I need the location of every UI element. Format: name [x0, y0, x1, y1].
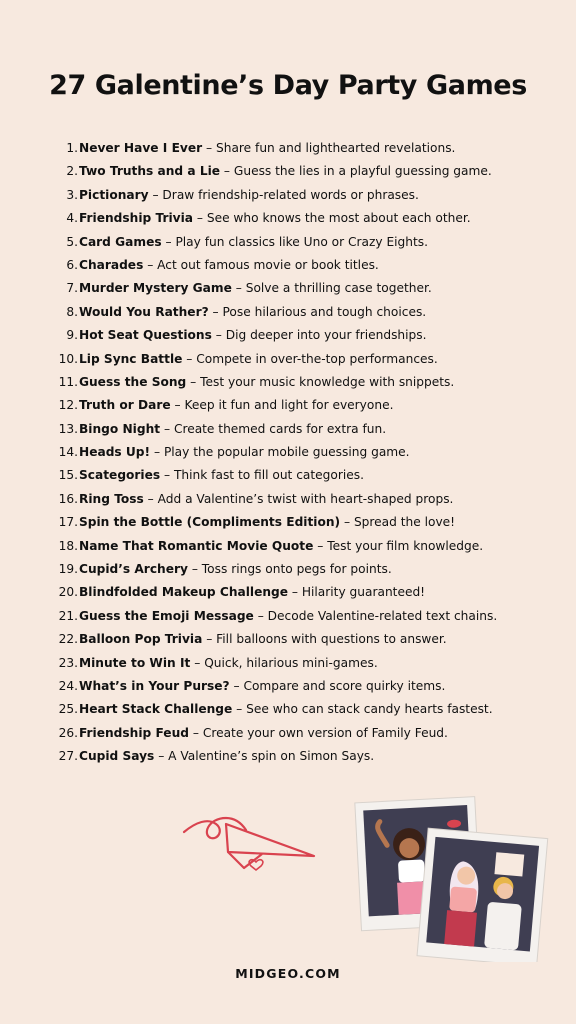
list-item	[40, 605, 560, 628]
separator: –	[340, 515, 354, 530]
list-item	[40, 418, 560, 441]
list-item	[40, 698, 560, 721]
item-number: 21.	[58, 608, 78, 623]
photos-icon	[352, 792, 552, 962]
separator: –	[143, 491, 158, 506]
game-name: Pictionary	[79, 187, 149, 202]
separator: –	[160, 421, 174, 436]
separator: –	[192, 211, 207, 226]
game-name: Spin the Bottle (Compliments Edition)	[79, 515, 341, 530]
list-item	[40, 464, 560, 487]
item-number: 2.	[66, 164, 78, 179]
item-number: 10.	[58, 351, 78, 366]
list-item	[40, 137, 560, 160]
game-description: Play the popular mobile guessing game.	[163, 445, 410, 460]
separator: –	[161, 234, 176, 249]
game-name: Ring Toss	[79, 491, 144, 506]
game-name: What’s in Your Purse?	[79, 678, 230, 693]
separator: –	[190, 655, 205, 670]
game-description: Hilarity guaranteed!	[301, 585, 426, 600]
item-number: 22.	[58, 632, 78, 647]
game-name: Would You Rather?	[79, 304, 209, 319]
game-description: Draw friendship-related words or phrases.	[162, 187, 419, 202]
game-description: Add a Valentine’s twist with heart-shaped props.	[157, 491, 454, 506]
list-item	[40, 558, 560, 581]
game-description: See who knows the most about each other.	[206, 211, 471, 226]
item-number: 4.	[66, 211, 78, 226]
games-list	[40, 137, 560, 769]
list-item	[40, 581, 560, 604]
game-description: Play fun classics like Uno or Crazy Eights.	[175, 234, 429, 249]
game-name: Murder Mystery Game	[79, 281, 232, 296]
game-description: See who can stack candy hearts fastest.	[246, 702, 493, 717]
game-name: Minute to Win It	[79, 655, 191, 670]
separator: –	[188, 725, 203, 740]
list-item	[40, 277, 560, 300]
game-description: Create themed cards for extra fun.	[173, 421, 387, 436]
game-name: Never Have I Ever	[79, 141, 203, 155]
game-name: Heads Up!	[79, 445, 151, 460]
game-name: Lip Sync Battle	[79, 351, 183, 366]
item-number: 27.	[58, 749, 78, 764]
separator: –	[288, 585, 302, 600]
item-number: 6.	[66, 257, 78, 272]
list-item	[40, 675, 560, 698]
separator: –	[220, 164, 234, 179]
item-number: 23.	[58, 655, 78, 670]
separator: –	[253, 608, 268, 623]
separator: –	[231, 281, 246, 296]
separator: –	[170, 398, 185, 413]
game-name: Friendship Trivia	[79, 211, 193, 226]
list-item	[40, 207, 560, 230]
separator: –	[208, 304, 223, 319]
separator: –	[202, 632, 217, 647]
item-number: 14.	[58, 445, 78, 460]
game-name: Guess the Emoji Message	[79, 608, 254, 623]
separator: –	[211, 328, 226, 343]
game-name: Friendship Feud	[79, 725, 189, 740]
item-number: 9.	[66, 328, 78, 343]
game-description: Create your own version of Family Feud.	[202, 725, 448, 740]
game-description: Keep it fun and light for everyone.	[184, 398, 394, 413]
page-title: 27 Galentine’s Day Party Games	[49, 70, 527, 101]
item-number: 13.	[58, 421, 78, 436]
item-number: 17.	[58, 515, 78, 530]
list-item	[40, 722, 560, 745]
game-description: Compare and score quirky items.	[243, 678, 446, 693]
game-name: Name That Romantic Movie Quote	[79, 538, 314, 553]
game-name: Hot Seat Questions	[79, 328, 212, 343]
list-item	[40, 254, 560, 277]
list-item	[40, 488, 560, 511]
separator: –	[313, 538, 328, 553]
game-description: Test your music knowledge with snippets.	[200, 374, 455, 389]
list-item	[40, 441, 560, 464]
item-number: 12.	[58, 398, 78, 413]
separator: –	[229, 678, 244, 693]
item-number: 3.	[66, 187, 78, 202]
separator: –	[182, 351, 197, 366]
game-name: Blindfolded Makeup Challenge	[79, 585, 289, 600]
game-name: Bingo Night	[79, 421, 161, 436]
game-name: Guess the Song	[79, 374, 187, 389]
item-number: 1.	[66, 141, 78, 155]
list-item	[40, 652, 560, 675]
separator: –	[150, 445, 164, 460]
game-description: Spread the love!	[353, 515, 456, 530]
game-description: Quick, hilarious mini-games.	[204, 655, 378, 670]
list-item	[40, 394, 560, 417]
game-name: Charades	[79, 257, 144, 272]
list-item	[40, 511, 560, 534]
game-description: Fill balloons with questions to answer.	[216, 632, 447, 647]
game-description: Solve a thrilling case together.	[245, 281, 432, 296]
item-number: 24.	[58, 678, 78, 693]
item-number: 26.	[58, 725, 78, 740]
game-description: Act out famous movie or book titles.	[157, 257, 379, 272]
list-item	[40, 231, 560, 254]
game-description: Toss rings onto pegs for points.	[201, 562, 392, 577]
item-number: 18.	[58, 538, 78, 553]
item-number: 25.	[58, 702, 78, 717]
game-name: Card Games	[79, 234, 162, 249]
site-url: MIDGEO.COM	[235, 966, 341, 981]
item-number: 11.	[58, 374, 78, 389]
list-item	[40, 628, 560, 651]
list-item	[40, 371, 560, 394]
list-item	[40, 745, 560, 768]
separator: –	[148, 187, 163, 202]
item-number: 8.	[66, 304, 78, 319]
separator: –	[154, 749, 169, 764]
game-description: A Valentine’s spin on Simon Says.	[168, 749, 375, 764]
separator: –	[232, 702, 247, 717]
game-name: Scategories	[79, 468, 161, 483]
game-name: Heart Stack Challenge	[79, 702, 233, 717]
game-name: Balloon Pop Trivia	[79, 632, 203, 647]
list-item	[40, 160, 560, 183]
game-description: Guess the lies in a playful guessing game.	[233, 164, 492, 179]
paper-plane-icon	[178, 808, 318, 888]
item-number: 19.	[58, 562, 78, 577]
game-description: Test your film knowledge.	[327, 538, 484, 553]
separator: –	[186, 374, 201, 389]
game-description: Compete in over-the-top performances.	[196, 351, 438, 366]
game-name: Truth or Dare	[79, 398, 171, 413]
list-item	[40, 324, 560, 347]
list-item	[40, 184, 560, 207]
game-name: Two Truths and a Lie	[79, 164, 221, 179]
game-description: Share fun and lighthearted revelations.	[215, 141, 456, 155]
item-number: 16.	[58, 491, 78, 506]
list-item	[40, 535, 560, 558]
item-number: 20.	[58, 585, 78, 600]
separator: –	[160, 468, 174, 483]
game-description: Decode Valentine-related text chains.	[267, 608, 498, 623]
separator: –	[143, 257, 158, 272]
game-name: Cupid’s Archery	[79, 562, 188, 577]
game-description: Dig deeper into your friendships.	[225, 328, 427, 343]
separator: –	[202, 141, 216, 155]
item-number: 15.	[58, 468, 78, 483]
separator: –	[187, 562, 202, 577]
game-description: Pose hilarious and tough choices.	[222, 304, 427, 319]
game-name: Cupid Says	[79, 749, 155, 764]
item-number: 5.	[66, 234, 78, 249]
game-description: Think fast to fill out categories.	[173, 468, 364, 483]
item-number: 7.	[66, 281, 78, 296]
list-item	[40, 348, 560, 371]
list-item	[40, 301, 560, 324]
